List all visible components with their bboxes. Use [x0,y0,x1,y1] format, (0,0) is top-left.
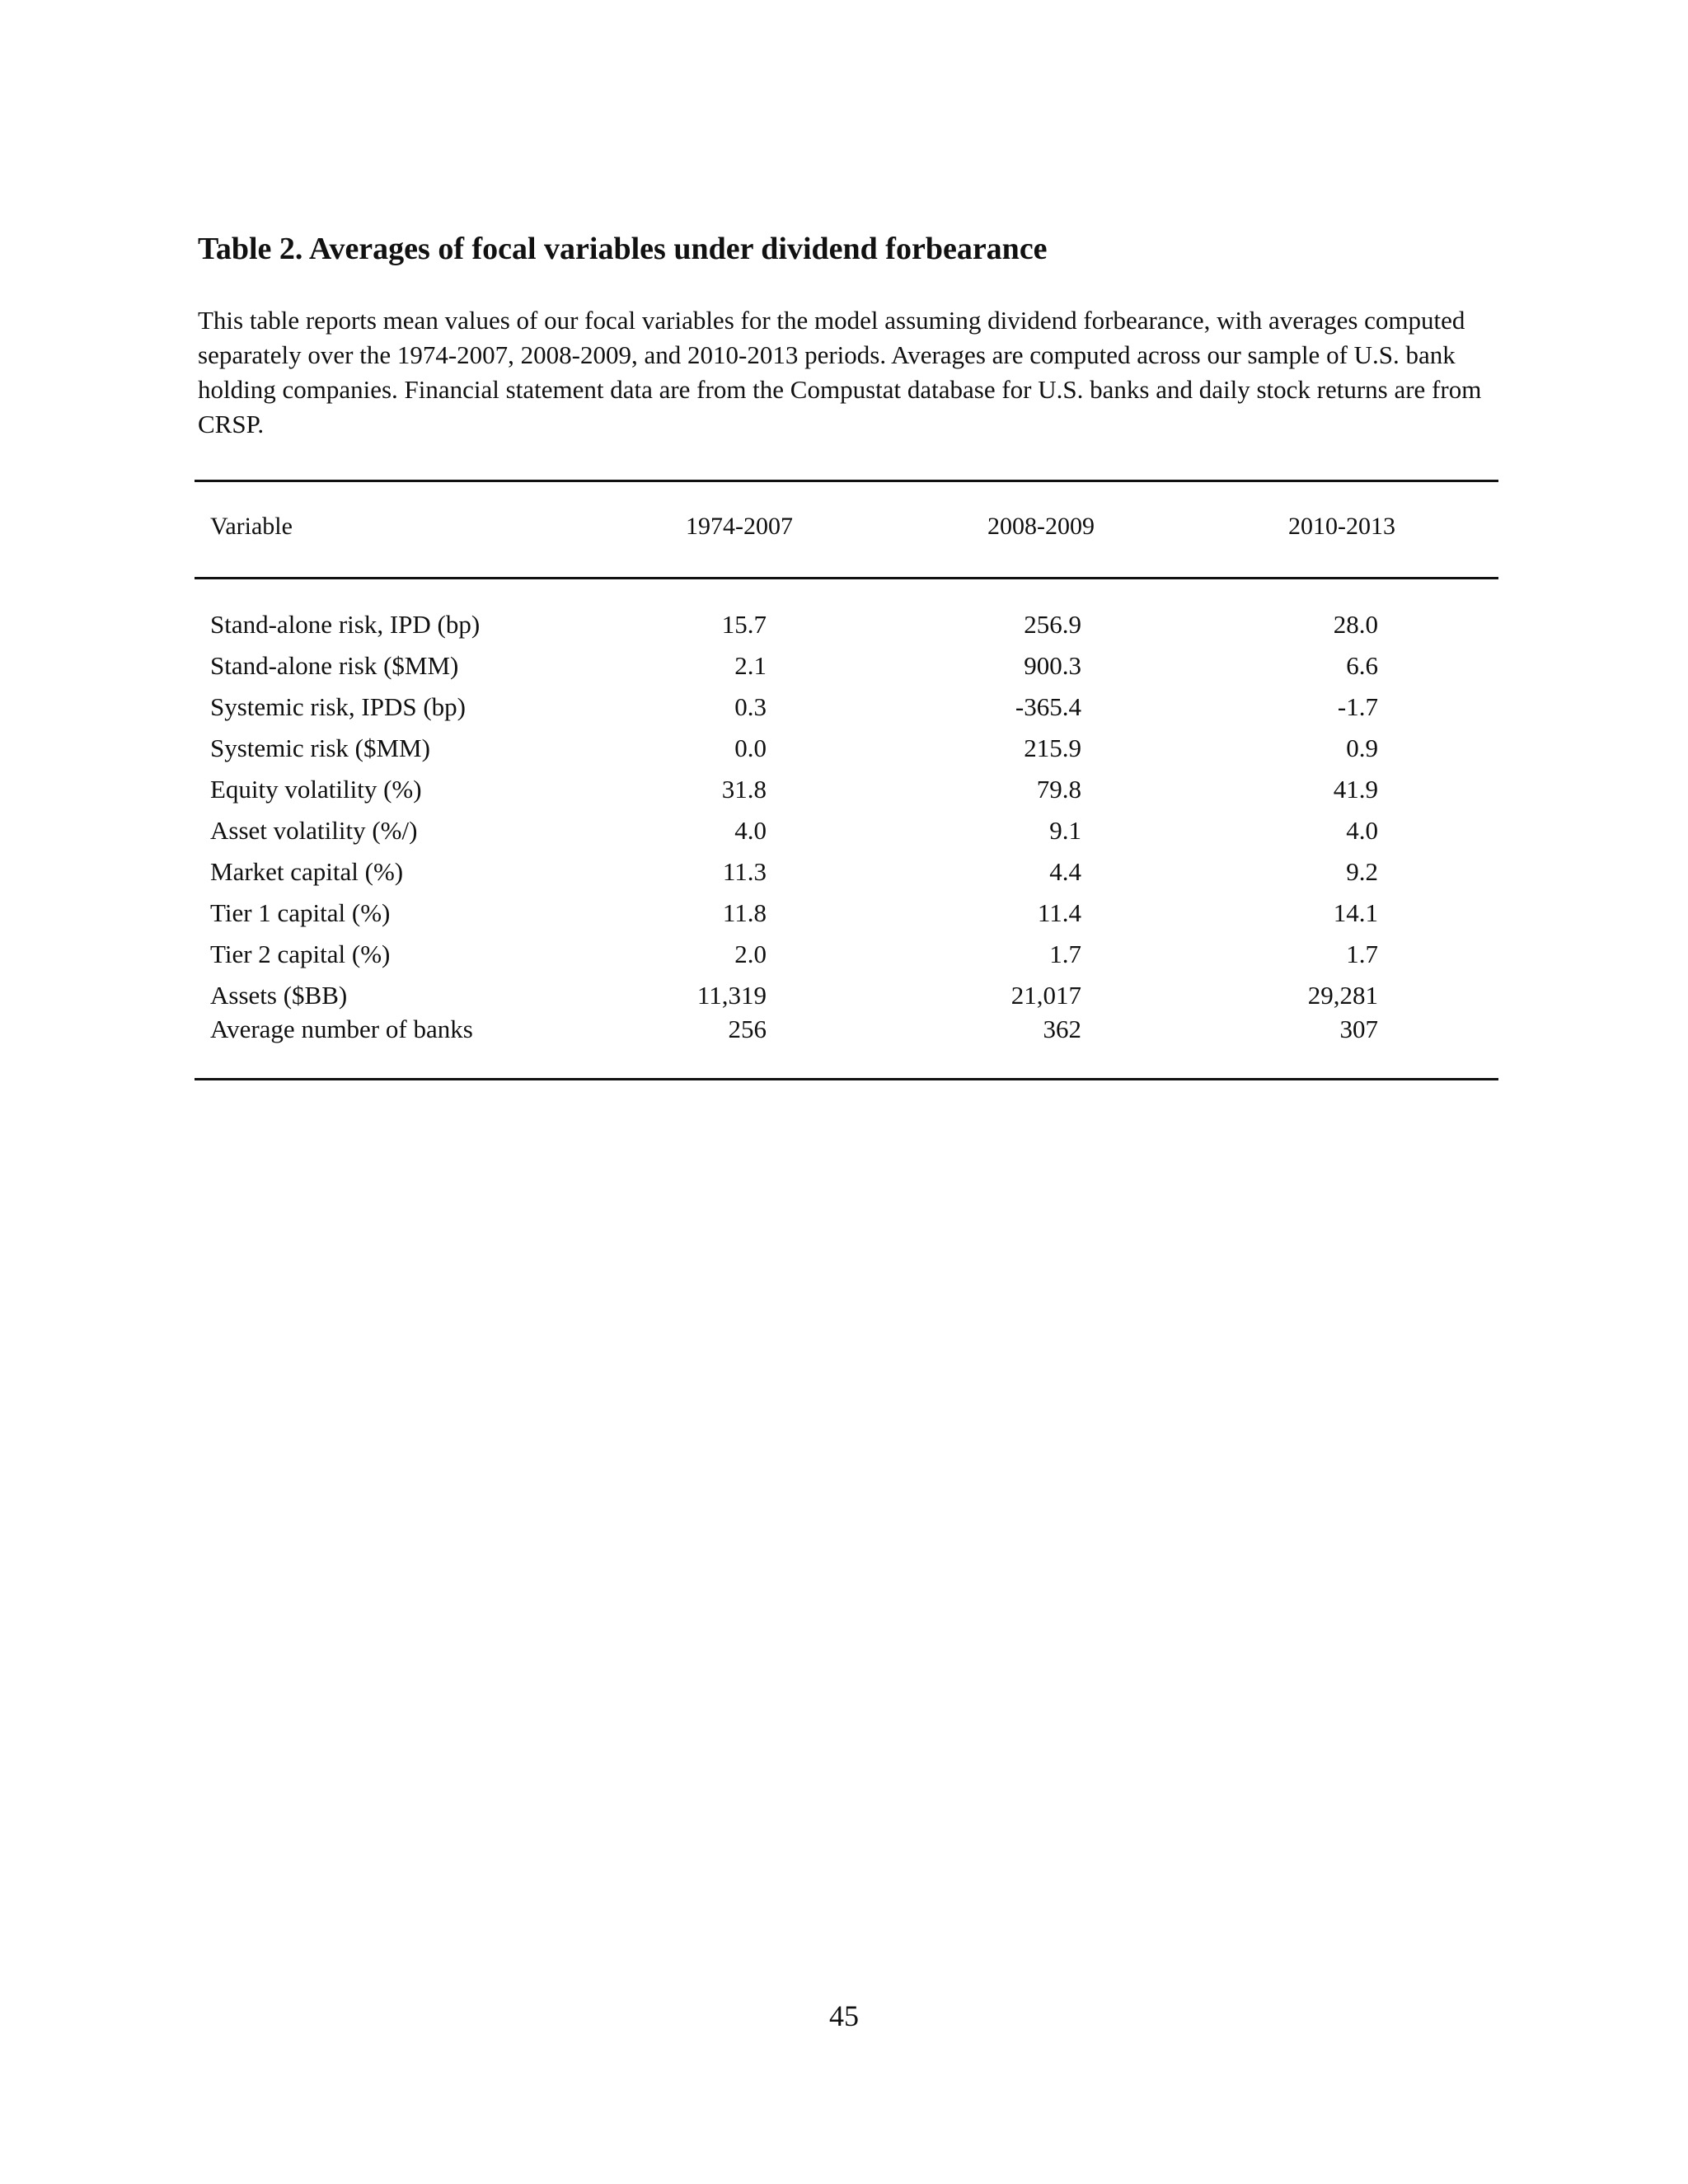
cell-2010-2013: 14.1 [1333,898,1378,927]
cell-1974-2007: 256 [728,1015,767,1043]
table-bottom-rule [195,1078,1498,1080]
cell-1974-2007: 0.0 [734,733,767,762]
cell-2008-2009: 21,017 [1010,981,1081,1010]
cell-2008-2009: 362 [1043,1015,1081,1043]
cell-1974-2007: 11,319 [696,981,767,1010]
table-header-row [0,513,1688,546]
row-label: Tier 2 capital (%) [210,940,391,968]
cell-2008-2009: 11.4 [1037,898,1081,927]
row-label: Asset volatility (%/) [210,816,418,845]
cell-2010-2013: 29,281 [1307,981,1378,1010]
table-row [0,610,1688,651]
cell-1974-2007: 31.8 [721,775,767,804]
cell-1974-2007: 4.0 [734,816,767,845]
row-label: Market capital (%) [210,857,404,886]
cell-2010-2013: 41.9 [1333,775,1378,804]
table-header-rule [195,577,1498,579]
cell-2010-2013: 4.0 [1346,816,1378,845]
cell-2008-2009: 1.7 [1049,940,1081,968]
row-label: Average number of banks [210,1015,473,1043]
cell-2010-2013: 6.6 [1346,651,1378,680]
table-title: Table 2. Averages of focal variables under dividend forbearance [198,232,1048,266]
row-label: Assets ($BB) [210,981,348,1010]
header-period-1974-2007: 1974-2007 [686,513,793,540]
table-row [0,1015,1688,1056]
cell-1974-2007: 11.3 [722,857,767,886]
cell-1974-2007: 0.3 [734,692,767,721]
cell-2010-2013: 28.0 [1333,610,1378,639]
header-variable: Variable [210,513,293,540]
table-row [0,651,1688,692]
table-row [0,898,1688,940]
row-label: Equity volatility (%) [210,775,422,804]
cell-2010-2013: 0.9 [1346,733,1378,762]
page-number: 45 [829,1999,859,2032]
cell-1974-2007: 15.7 [721,610,767,639]
cell-2010-2013: 307 [1339,1015,1378,1043]
row-label: Stand-alone risk, IPD (bp) [210,610,481,639]
row-label: Systemic risk ($MM) [210,733,430,762]
table-body [0,610,1688,1056]
cell-2008-2009: 4.4 [1049,857,1081,886]
cell-2008-2009: 79.8 [1036,775,1081,804]
table-row [0,816,1688,857]
table-row [0,775,1688,816]
row-label: Tier 1 capital (%) [210,898,391,927]
table-row [0,733,1688,775]
cell-2008-2009: 9.1 [1049,816,1081,845]
row-label: Stand-alone risk ($MM) [210,651,459,680]
cell-2008-2009: 215.9 [1024,733,1081,762]
cell-2008-2009: -365.4 [1015,692,1081,721]
table-caption: This table reports mean values of our focal variables for the model assuming dividend forbearance, with averages computed separately over the 1974-2007, 2008-2009, and 2010-2013 periods. Averages are computed across our sample of U.S. bank holding companies. Financial statement data are from the Compustat database for U.S. banks and daily stock returns are from CRSP. [198,306,1482,438]
table-row [0,857,1688,898]
cell-2008-2009: 900.3 [1024,651,1081,680]
cell-1974-2007: 2.0 [734,940,767,968]
header-period-2008-2009: 2008-2009 [987,513,1095,540]
cell-1974-2007: 11.8 [722,898,767,927]
table-row [0,981,1688,1015]
row-label: Systemic risk, IPDS (bp) [210,692,466,721]
cell-2010-2013: -1.7 [1337,692,1378,721]
cell-1974-2007: 2.1 [734,651,767,680]
table-top-rule [195,480,1498,482]
cell-2010-2013: 1.7 [1346,940,1378,968]
cell-2010-2013: 9.2 [1346,857,1378,886]
table-row [0,692,1688,733]
cell-2008-2009: 256.9 [1024,610,1081,639]
header-period-2010-2013: 2010-2013 [1288,513,1395,540]
table-row [0,940,1688,981]
